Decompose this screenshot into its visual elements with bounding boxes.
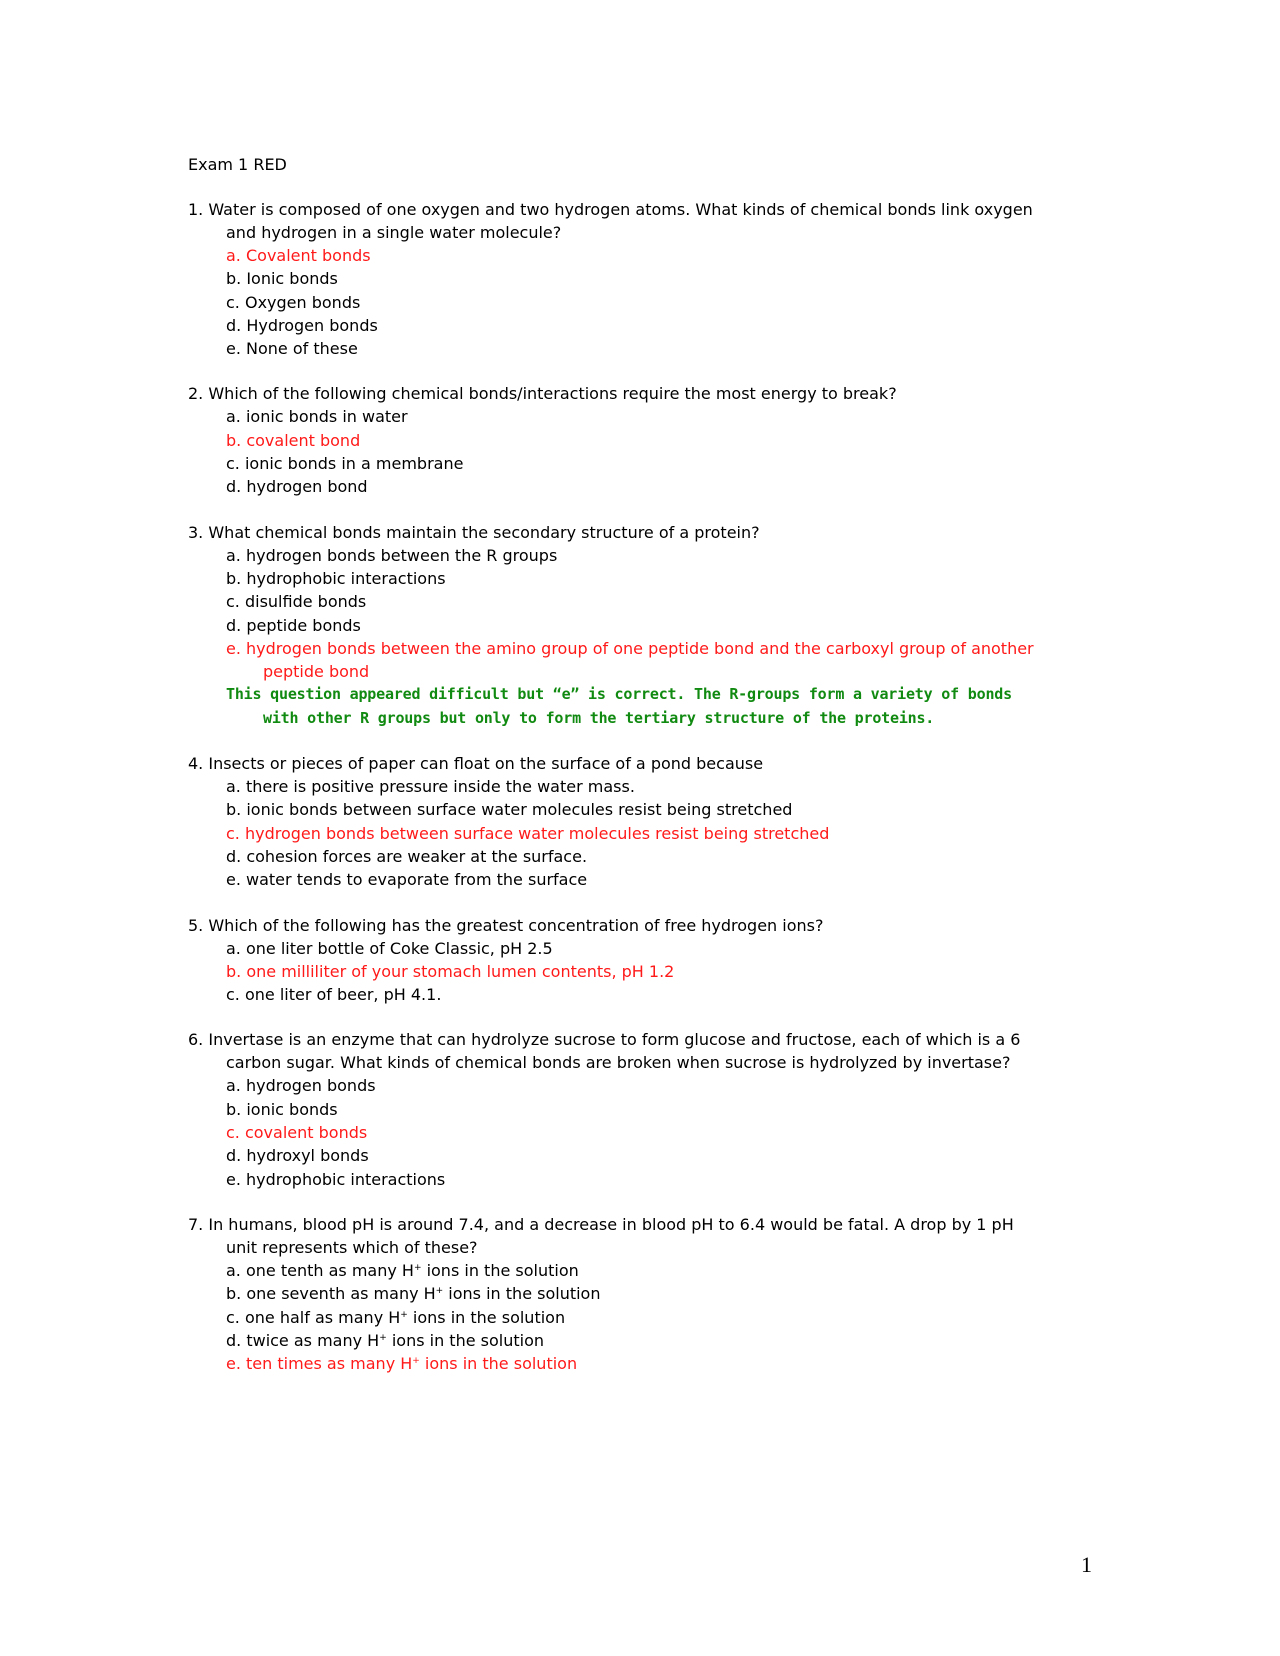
answer-options (188, 1074, 1048, 1190)
answer-option: d. Hydrogen bonds (226, 315, 378, 335)
answer-options (188, 544, 1048, 730)
question-1 (188, 198, 1048, 360)
answer-option-correct: b. covalent bond (226, 430, 361, 450)
answer-option-correct: e. hydrogen bonds between the amino group of one peptide bond and the carboxyl group of another peptide bond (226, 638, 1034, 682)
superscript-charge: + (413, 1262, 422, 1273)
instructor-note: This question appeared difficult but “e” is correct. The R-groups form a variety of bonds with other R groups but only to form the tertiary structure of the proteins. (226, 685, 1012, 727)
answer-option: d. cohesion forces are weaker at the surface. (226, 846, 588, 866)
answer-option (188, 1329, 1048, 1352)
option-text: e. ten times as many H (226, 1354, 413, 1374)
question-number: 2. (188, 384, 204, 404)
answer-option (188, 1259, 1048, 1282)
question-number: 6. (188, 1030, 204, 1050)
answer-option-correct: b. one milliliter of your stomach lumen contents, pH 1.2 (226, 961, 675, 981)
answer-option: b. Ionic bonds (226, 269, 338, 289)
answer-option: b. hydrophobic interactions (226, 568, 446, 588)
question-text: Water is composed of one oxygen and two hydrogen atoms. What kinds of chemical bonds link oxygen and hydrogen in a single water molecule? (208, 200, 1033, 242)
answer-option: e. None of these (226, 339, 358, 359)
answer-option: c. disulfide bonds (226, 592, 367, 612)
question-text: Which of the following chemical bonds/interactions require the most energy to break? (208, 384, 897, 404)
answer-option (188, 1306, 1048, 1329)
answer-option: c. Oxygen bonds (226, 292, 361, 312)
superscript-charge: + (379, 1332, 387, 1343)
answer-options (188, 1259, 1048, 1375)
question-stem (188, 198, 1048, 244)
question-stem (188, 752, 1048, 775)
answer-option: a. hydrogen bonds between the R groups (226, 545, 558, 565)
answer-option: e. water tends to evaporate from the surface (226, 870, 588, 890)
answer-option-correct: c. covalent bonds (226, 1123, 368, 1143)
exam-title: Exam 1 RED (188, 155, 287, 174)
superscript-charge: + (412, 1356, 420, 1367)
question-number: 3. (188, 522, 204, 542)
question-number: 1. (188, 200, 204, 219)
question-text: Insects or pieces of paper can float on the surface of a pond because (208, 754, 764, 774)
option-text-tail: ions in the solution (443, 1284, 601, 1304)
question-stem (188, 521, 1048, 544)
option-text-tail: ions in the solution (386, 1330, 545, 1350)
answer-options (188, 244, 1048, 360)
question-6 (188, 1028, 1048, 1190)
option-text-tail: ions in the solution (419, 1354, 578, 1374)
option-text: d. twice as many H (226, 1330, 380, 1350)
option-text: a. one tenth as many H (226, 1260, 414, 1280)
answer-options (188, 405, 1048, 498)
question-7 (188, 1213, 1048, 1375)
question-text: Invertase is an enzyme that can hydrolyze sucrose to form glucose and fructose, each of which is a 6 carbon sugar. What kinds of chemical bonds are broken when sucrose is hydrolyzed by invertase? (208, 1030, 1021, 1073)
answer-option-correct (188, 1352, 1048, 1375)
answer-option (188, 1282, 1048, 1305)
superscript-charge: + (435, 1286, 444, 1297)
answer-option-correct: a. Covalent bonds (226, 246, 371, 265)
exam-page (188, 153, 1048, 1397)
question-4 (188, 752, 1048, 891)
answer-option: e. hydrophobic interactions (226, 1169, 446, 1189)
answer-option: d. peptide bonds (226, 615, 361, 635)
question-2 (188, 382, 1048, 498)
question-number: 4. (188, 754, 204, 774)
question-text: What chemical bonds maintain the secondary structure of a protein? (208, 522, 760, 542)
answer-option: d. hydroxyl bonds (226, 1146, 369, 1166)
question-text: In humans, blood pH is around 7.4, and a decrease in blood pH to 6.4 would be fatal. A drop by 1 pH unit represents which of these? (208, 1214, 1014, 1257)
answer-option: a. there is positive pressure inside the water mass. (226, 777, 635, 797)
question-3 (188, 521, 1048, 730)
superscript-charge: + (400, 1309, 408, 1320)
option-text: c. one half as many H (226, 1307, 401, 1327)
answer-option: a. hydrogen bonds (226, 1076, 376, 1096)
answer-option: a. ionic bonds in water (226, 407, 408, 427)
answer-option: c. ionic bonds in a membrane (226, 454, 464, 474)
answer-option: c. one liter of beer, pH 4.1. (226, 985, 442, 1005)
answer-option: a. one liter bottle of Coke Classic, pH 2.5 (226, 938, 553, 958)
answer-options (188, 775, 1048, 891)
answer-option-correct: c. hydrogen bonds between surface water molecules resist being stretched (226, 823, 830, 843)
question-number: 7. (188, 1214, 204, 1234)
answer-option: b. ionic bonds (226, 1099, 338, 1119)
question-number: 5. (188, 915, 204, 935)
question-5 (188, 914, 1048, 1007)
answer-option: d. hydrogen bond (226, 477, 368, 497)
question-stem (188, 1213, 1048, 1259)
option-text-tail: ions in the solution (421, 1260, 579, 1280)
page-number: 1 (1081, 1552, 1092, 1577)
question-text: Which of the following has the greatest concentration of free hydrogen ions? (208, 915, 824, 935)
option-text: b. one seventh as many H (226, 1284, 436, 1304)
question-stem (188, 914, 1048, 937)
question-stem (188, 1028, 1048, 1074)
option-text-tail: ions in the solution (407, 1307, 566, 1327)
answer-option: b. ionic bonds between surface water molecules resist being stretched (226, 800, 793, 820)
question-stem (188, 382, 1048, 405)
answer-options (188, 937, 1048, 1007)
